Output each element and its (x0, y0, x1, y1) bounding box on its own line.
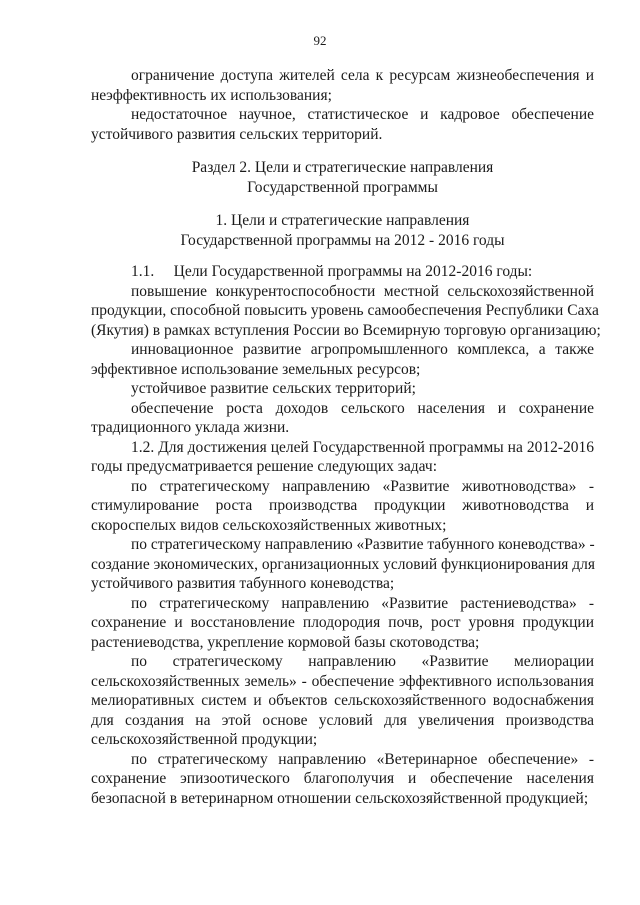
text-line: продукции, способной повысить уровень самообеспечения Республики Саха (91, 302, 599, 319)
document-body (91, 66, 601, 808)
text-line: для создания на этой основе условий для увеличения производства (91, 711, 594, 729)
section-heading: Раздел 2. Цели и стратегические направления (191, 159, 494, 176)
page-number: 92 (313, 33, 327, 48)
text-line: 1.1. Цели Государственной программы на 2012-2016 годы: (131, 263, 533, 280)
text-line: (Якутия) в рамках вступления России во Всемирную торговую организацию; (91, 321, 601, 339)
text-line: устойчивого развития табунного коневодства; (91, 575, 395, 592)
text-line: по стратегическому направлению «Развитие табунного коневодства» - (131, 536, 595, 553)
text-line: инновационное развитие агропромышленного комплекса, а также (131, 341, 594, 358)
text-line: эффективное использование земельных ресурсов; (91, 360, 421, 378)
text-line: по стратегическому направлению «Развитие растениеводства» - (131, 594, 594, 612)
text-line: по стратегическому направлению «Развитие животноводства» - (131, 477, 594, 495)
text-line: обеспечение роста доходов сельского населения и сохранение (131, 399, 594, 417)
text-line: ограничение доступа жителей села к ресурсам жизнеобеспечения и (131, 67, 594, 84)
subsection-heading: Государственной программы на 2012 - 2016 годы (180, 231, 505, 249)
subsection-heading: 1. Цели и стратегические направления (215, 212, 470, 229)
text-line: годы предусматривается решение следующих задач: (91, 458, 437, 475)
text-line: сельскохозяйственных земель» - обеспечение эффективного использования (91, 672, 594, 690)
text-line: устойчивое развитие сельских территорий; (131, 380, 416, 397)
text-line: сохранение эпизоотического благополучия и обеспечение населения (91, 770, 594, 787)
text-line: растениеводства, укрепление кормовой базы скотоводства; (91, 633, 480, 651)
text-line: стимулирование роста производства продукции животноводства и (91, 497, 594, 514)
text-line: сельскохозяйственной продукции; (91, 731, 318, 748)
text-line: повышение конкурентоспособности местной сельскохозяйственной (131, 282, 594, 300)
text-line: устойчивого развития сельских территорий. (91, 125, 383, 143)
text-line: мелиоративных систем и объектов сельскохозяйственного водоснабжения (91, 692, 594, 709)
text-line: создание экономических, организационных условий функционирования для (91, 555, 596, 573)
text-line: 1.2. Для достижения целей Государственной программы на 2012-2016 (131, 438, 594, 456)
section-heading: Государственной программы (247, 178, 438, 196)
text-line: традиционного уклада жизни. (91, 419, 290, 436)
text-line: скороспелых видов сельскохозяйственных животных; (91, 516, 447, 534)
text-line: недостаточное научное, статистическое и кадровое обеспечение (131, 106, 594, 123)
text-line: безопасной в ветеринарном отношении сельскохозяйственной продукцией; (91, 789, 589, 807)
text-line: неэффективность их использования; (91, 86, 332, 104)
text-line: по стратегическому направлению «Ветеринарное обеспечение» - (131, 750, 594, 768)
text-line: сохранение и восстановление плодородия почв, рост уровня продукции (91, 614, 594, 631)
text-line: по стратегическому направлению «Развитие мелиорации (131, 653, 594, 670)
